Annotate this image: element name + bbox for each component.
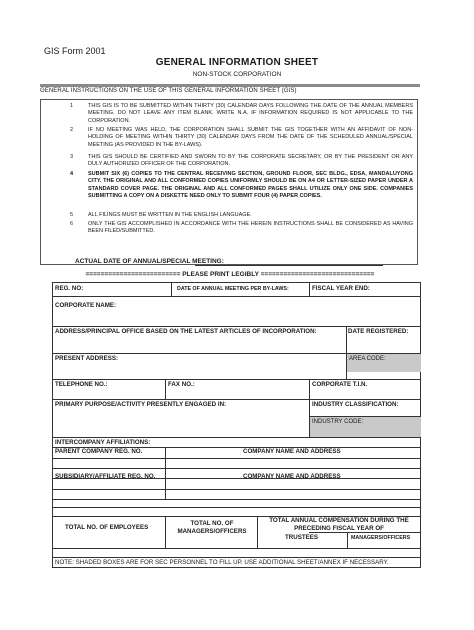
- subsidiary-reg-no-label: SUBSIDIARY/AFFILIATE REG. NO.: [55, 473, 156, 480]
- header-divider: [40, 84, 420, 87]
- actual-date-field[interactable]: [195, 265, 383, 266]
- page-title: GENERAL INFORMATION SHEET: [155, 57, 319, 68]
- instruction-text: ALL FILINGS MUST BE WRITTEN IN THE ENGLISH LANGUAGE.: [88, 212, 252, 218]
- instruction-text: THIS GIS IS TO BE SUBMITTED WITHIN THIRTY (30) CALENDAR DAYS FOLLOWING THE DATE OF THE ANNUAL MEMBERS MEETING. DO NOT LEAVE ANY ITEM BLANK. WRITE N.A. IF INFORMATION REQUIRED IS NOT APPLICABLE TO THE CORPORATION.: [88, 103, 413, 124]
- actual-date-label: ACTUAL DATE OF ANNUAL/SPECIAL MEETING:: [75, 258, 224, 265]
- total-compensation-label: TOTAL ANNUAL COMPENSATION DURING THE PRECEDING FISCAL YEAR OF: [269, 517, 409, 532]
- principal-office-label: ADDRESS/PRINCIPAL OFFICE BASED ON THE LATEST ARTICLES OF INCORPORATION:: [55, 328, 317, 335]
- industry-classification-label: INDUSTRY CLASSIFICATION:: [312, 401, 399, 408]
- instructions-heading: GENERAL INSTRUCTIONS ON THE USE OF THIS GENERAL INFORMATION SHEET (GIS): [40, 88, 297, 94]
- instruction-number: 3: [69, 154, 73, 160]
- form-number: GIS Form 2001: [44, 46, 106, 56]
- instruction-number: 6: [69, 221, 73, 227]
- parent-company-name-address-label: COMPANY NAME AND ADDRESS: [243, 448, 341, 455]
- reg-no-label: REG. NO:: [55, 285, 84, 292]
- subsidiary-name-address-label: COMPANY NAME AND ADDRESS: [243, 473, 341, 480]
- instruction-number: 5: [69, 212, 73, 218]
- telephone-label: TELEPHONE NO.:: [55, 381, 108, 388]
- instruction-number: 2: [69, 127, 73, 133]
- area-code-label: AREA CODE:: [349, 356, 386, 362]
- instruction-text: SUBMIT SIX (6) COPIES TO THE CENTRAL RECEIVING SECTION, GROUND FLOOR, SEC BLDG., EDSA, MANDALUYONG CITY. THE ORIGINAL AND ALL CONFORMED COPIES UNIFORMLY SHOULD BE ON A4 OR LETTER-SIZED PAPER UNDER A STANDARD COVER PAGE. THE ORIGINAL AND ALL CONFORMED PAGES SHALL UTILIZE ONLY ONE SIDE. COMPANIES SUBMITTING A COPY ON A DISKETTE NEED ONLY TO SUBMIT FOUR (4) PAPER COPIES.: [88, 171, 413, 200]
- total-employees-label: TOTAL NO. OF EMPLOYEES: [65, 524, 149, 531]
- instruction-text: ONLY THE GIS ACCOMPLISHED IN ACCORDANCE WITH THE HEREIN INSTRUCTIONS SHALL BE CONSIDERED AS HAVING BEEN FILED/SUBMITTED.: [88, 221, 413, 235]
- parent-company-reg-no-label: PARENT COMPANY REG. NO.: [55, 448, 143, 455]
- present-address-label: PRESENT ADDRESS:: [55, 355, 119, 362]
- annual-meeting-date-label: DATE OF ANNUAL MEETING PER BY-LAWS:: [177, 286, 289, 292]
- fiscal-year-end-label: FISCAL YEAR END:: [312, 285, 370, 292]
- primary-purpose-label: PRIMARY PURPOSE/ACTIVITY PRESENTLY ENGAGED IN:: [55, 401, 227, 408]
- form-table: [52, 282, 421, 568]
- date-registered-label: DATE REGISTERED:: [348, 328, 409, 335]
- instruction-number: 1: [69, 103, 73, 109]
- page-subtitle: NON-STOCK CORPORATION: [192, 71, 282, 78]
- instructions-box: [40, 99, 418, 265]
- instruction-text: THIS GIS SHOULD BE CERTIFIED AND SWORN TO BY THE CORPORATE SECRETARY, OR BY THE PRESIDENT OR ANY DULY AUTHORIZED OFFICER OF THE CORPORATION.: [88, 154, 413, 168]
- trustees-label: TRUSTEES: [285, 534, 319, 541]
- instruction-text: IF NO MEETING WAS HELD, THE CORPORATION SHALL SUBMIT THE GIS TOGETHER WITH AN AFFIDAVIT OF NON-HOLDING OF MEETING WITHIN THIRTY (30) CALENDAR DAYS FROM THE DATE OF THE SCHEDULED ANNUAL/SPECIAL MEETING (AS PROVIDED IN THE BY-LAWS).: [88, 127, 413, 148]
- fax-label: FAX NO.:: [168, 381, 195, 388]
- intercompany-affiliations-label: INTERCOMPANY AFFILIATIONS:: [55, 439, 151, 446]
- managers-officers-label: MANAGERS/OFFICERS: [351, 535, 411, 541]
- footnote: NOTE: SHADED BOXES ARE FOR SEC PERSONNEL TO FILL UP. USE ADDITIONAL SHEET/ANNEX IF NECESSARY.: [52, 557, 421, 568]
- corporate-name-label: CORPORATE NAME:: [55, 302, 117, 309]
- instruction-number: 4: [69, 171, 73, 177]
- industry-code-label: INDUSTRY CODE:: [312, 419, 364, 425]
- corporate-tin-label: CORPORATE T.I.N.: [312, 381, 368, 388]
- print-legibly-banner: ========================= PLEASE PRINT LEGIBLY ==============================: [85, 271, 375, 278]
- total-managers-label: TOTAL NO. OF MANAGERS/OFFICERS: [177, 520, 247, 535]
